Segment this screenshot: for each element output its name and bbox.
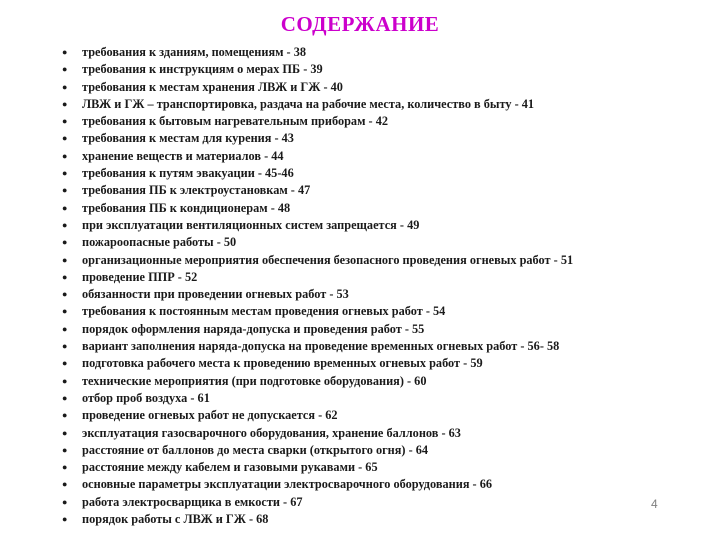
toc-item-label: требования к зданиям, помещениям - 38 [82,45,307,59]
bullet-dot-icon: ● [62,427,68,438]
toc-item [60,61,700,78]
toc-item-label: требования к местам хранения ЛВЖ и ГЖ - 40 [82,79,343,94]
toc-item [60,286,700,303]
toc-item-label: вариант заполнения наряда-допуска на проведение временных огневых работ - 56- 58 [82,339,560,354]
toc-item [60,373,700,390]
page-title: СОДЕРЖАНИЕ [280,12,440,36]
bullet-dot-icon: ● [62,237,68,248]
bullet-dot-icon: ● [62,462,68,473]
toc-item-label: хранение веществ и материалов - 44 [82,148,284,163]
toc-item-label: при эксплуатации вентиляционных систем запрещается - 49 [82,217,420,232]
toc-item-label: эксплуатация газосварочного оборудования, хранение баллонов - 63 [82,425,461,440]
toc-item [60,476,700,493]
toc-item [60,303,700,320]
toc-item-label: порядок оформления наряда-допуска и проведения работ - 55 [82,321,425,336]
toc-item-label: расстояние между кабелем и газовыми рукавами - 65 [82,460,378,475]
table-of-contents [60,44,700,528]
bullet-dot-icon: ● [62,219,68,230]
toc-item-label: расстояние от баллонов до места сварки (открытого огня) - 64 [82,442,429,457]
toc-item [60,44,700,61]
toc-item-label: требования ПБ к кондиционерам - 48 [82,200,291,215]
bullet-dot-icon: ● [62,306,68,317]
bullet-dot-icon: ● [62,514,68,525]
toc-item-label: проведение ППР - 52 [82,269,198,284]
toc-item-label: требования к путям эвакуации - 45-46 [82,166,294,181]
toc-item-label: требования к местам для курения - 43 [82,131,294,146]
toc-item-label: порядок работы с ЛВЖ и ГЖ - 68 [82,512,269,527]
bullet-dot-icon: ● [62,341,68,352]
bullet-dot-icon: ● [62,410,68,421]
toc-item [60,355,700,372]
toc-item [60,511,700,528]
bullet-dot-icon: ● [62,358,68,369]
toc-item [60,459,700,476]
toc-item [60,321,700,338]
bullet-dot-icon: ● [62,168,68,179]
page-number: 4 [651,497,658,511]
toc-item [60,425,700,442]
toc-item [60,130,700,147]
bullet-dot-icon: ● [62,116,68,127]
toc-item-label: организационные мероприятия обеспечения безопасного проведения огневых работ - 51 [82,252,574,267]
toc-item [60,234,700,251]
bullet-dot-icon: ● [62,254,68,265]
toc-item-label: требования к постоянным местам проведения огневых работ - 54 [82,304,446,319]
toc-item [60,182,700,199]
toc-item-label: основные параметры эксплуатации электросварочного оборудования - 66 [82,477,493,492]
toc-item [60,200,700,217]
bullet-dot-icon: ● [62,444,68,455]
toc-item-label: технические мероприятия (при подготовке оборудования) - 60 [82,373,427,388]
bullet-dot-icon: ● [62,47,68,57]
bullet-dot-icon: ● [62,289,68,300]
toc-item-label: обязанности при проведении огневых работ - 53 [82,287,349,302]
toc-item-label: работа электросварщика в емкости - 67 [82,494,303,509]
toc-item [60,96,700,113]
toc-item-label: требования к инструкциям о мерах ПБ - 39 [82,62,323,77]
bullet-dot-icon: ● [62,98,68,109]
bullet-dot-icon: ● [62,323,68,334]
bullet-dot-icon: ● [62,185,68,196]
bullet-dot-icon: ● [62,64,68,75]
bullet-dot-icon: ● [62,375,68,386]
toc-item-label: подготовка рабочего места к проведению временных огневых работ - 59 [82,356,483,371]
bullet-dot-icon: ● [62,150,68,161]
bullet-dot-icon: ● [62,496,68,507]
toc-item-label: проведение огневых работ не допускается - 62 [82,408,338,423]
toc-item-label: отбор проб воздуха - 61 [82,390,210,405]
toc-item [60,338,700,355]
toc-item [60,217,700,234]
toc-item [60,390,700,407]
toc-item [60,252,700,269]
toc-item-label: требования ПБ к электроустановкам - 47 [82,183,311,198]
toc-item-label: пожароопасные работы - 50 [82,235,237,250]
toc-item [60,165,700,182]
toc-item [60,407,700,424]
bullet-dot-icon: ● [62,392,68,403]
toc-item [60,442,700,459]
toc-item [60,79,700,96]
toc-item [60,148,700,165]
bullet-dot-icon: ● [62,202,68,213]
bullet-dot-icon: ● [62,479,68,490]
toc-item [60,113,700,130]
toc-item [60,269,700,286]
toc-item [60,494,700,511]
bullet-dot-icon: ● [62,271,68,282]
toc-item-label: ЛВЖ и ГЖ – транспортировка, раздача на рабочие места, количество в быту - 41 [82,96,535,111]
bullet-dot-icon: ● [62,81,68,92]
toc-item-label: требования к бытовым нагревательным приборам - 42 [82,114,388,129]
bullet-dot-icon: ● [62,133,68,144]
